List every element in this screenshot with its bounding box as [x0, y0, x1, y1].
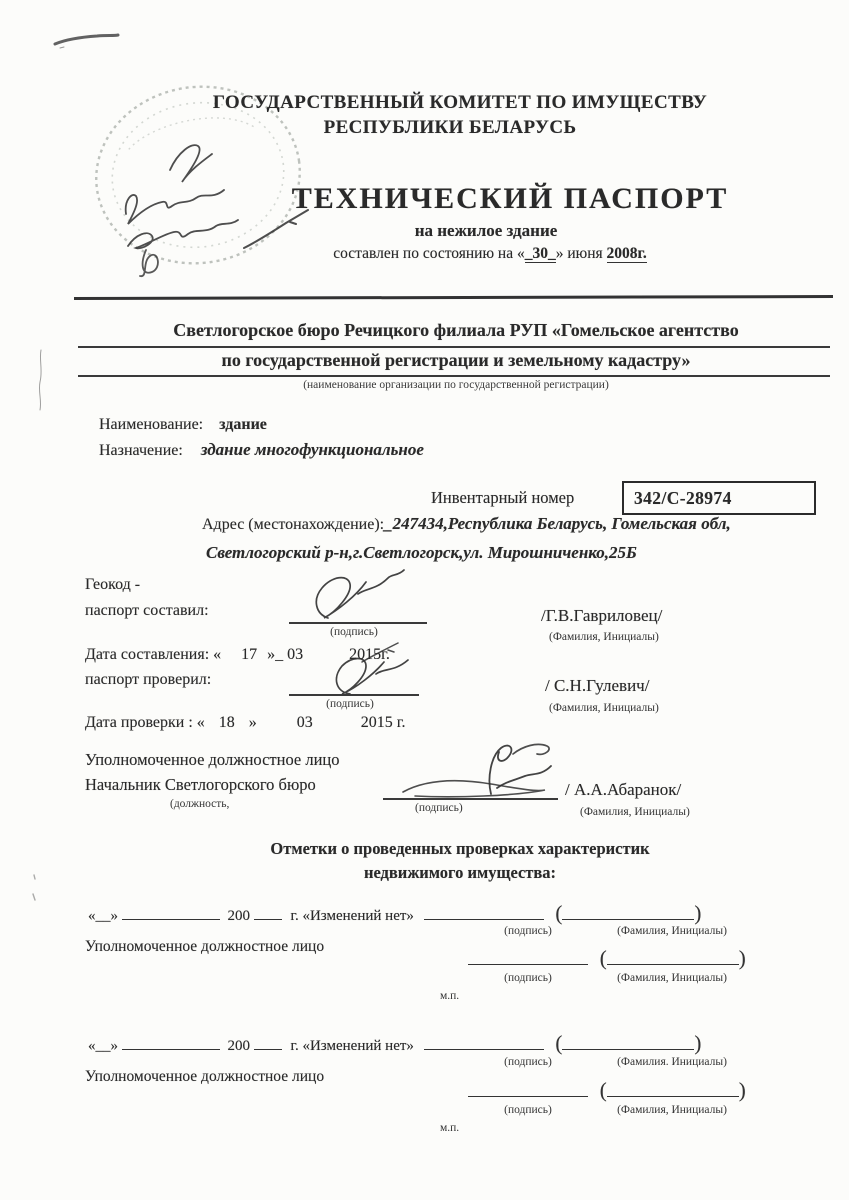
check2-sign-caption: (подпись) — [504, 1056, 552, 1068]
check-block-1-date-row — [88, 901, 701, 926]
organization-underline2 — [78, 375, 830, 377]
address-label: Адрес (местонахождение): — [202, 516, 385, 533]
check1-sign-blank — [424, 902, 544, 920]
check2-stamp-abbr: м.п. — [440, 1122, 460, 1134]
checker-name-caption: (Фамилия, Инициалы) — [549, 702, 659, 714]
compiled-year: 2008г. — [606, 245, 647, 262]
check-block-1-second-row — [468, 946, 746, 971]
check1-sign-blank2 — [468, 947, 588, 965]
checker-signature-line — [289, 694, 419, 696]
check2-close-paren: ) — [694, 1031, 702, 1055]
margin-mark — [34, 348, 50, 418]
check1-stamp-abbr: м.п. — [440, 990, 460, 1002]
purpose-row — [99, 440, 424, 460]
check1-open-quote: «__» — [88, 908, 118, 924]
checks-heading-line1: Отметки о проведенных проверках характеристик — [270, 839, 650, 858]
compiled-date-line — [130, 245, 849, 263]
document-subtitle: на нежилое здание — [414, 221, 558, 240]
organization-line1: Светлогорское бюро Речицкого филиала РУП «Гомельское агентство — [173, 320, 739, 340]
check1-sign-caption: (подпись) — [504, 925, 552, 937]
check1-close-paren: ) — [694, 901, 702, 925]
compiled-day: _30_ — [524, 245, 556, 262]
date-compiled-year: 2015г. — [349, 646, 390, 663]
official-name: / А.А.Абаранок/ — [565, 780, 682, 799]
official-signature — [395, 740, 575, 802]
check1-sign-caption2: (подпись) — [504, 972, 552, 984]
compiler-signature — [300, 568, 420, 624]
check1-name-blank — [562, 902, 694, 920]
date-checked-row — [85, 714, 406, 732]
check-block-2-date-row — [88, 1031, 701, 1056]
check2-sign-blank — [424, 1032, 544, 1050]
check2-name-blank — [562, 1032, 694, 1050]
checker-name: / С.Н.Гулевич/ — [545, 676, 650, 695]
compiled-middle: » июня — [555, 245, 603, 262]
margin-mark-2 — [28, 872, 42, 906]
date-checked-year: 2015 г. — [360, 714, 406, 731]
check2-year-prefix: 200 — [227, 1038, 250, 1054]
purpose-value: здание многофункциональное — [200, 440, 424, 459]
official-position-caption: (должность, — [170, 798, 230, 810]
address-row — [202, 514, 731, 534]
official-line2: Начальник Светлогорского бюро — [85, 775, 316, 794]
check2-open-paren: ( — [555, 1031, 563, 1055]
compiled-prefix: составлен по состоянию на « — [333, 245, 525, 262]
compiler-sign-caption: (подпись) — [330, 626, 378, 638]
document-title: ТЕХНИЧЕСКИЙ ПАСПОРТ — [291, 182, 729, 215]
checker-label: паспорт проверил: — [85, 671, 212, 688]
name-label: Наименование: — [99, 416, 204, 433]
check2-date-blank — [122, 1032, 220, 1050]
check2-name-caption: (Фамилия. Инициалы) — [617, 1056, 727, 1068]
check1-year-blank — [254, 902, 282, 920]
pen-smudge-top-left — [52, 28, 122, 52]
inventory-number-value: 342/С-28974 — [634, 487, 732, 508]
check2-official-label: Уполномоченное должностное лицо — [85, 1068, 325, 1085]
check1-close-paren2: ) — [738, 946, 746, 970]
compiler-name-caption: (Фамилия, Инициалы) — [549, 631, 659, 643]
check2-sign-caption2: (подпись) — [504, 1104, 552, 1116]
check1-open-paren: ( — [555, 901, 563, 925]
official-sign-caption: (подпись) — [415, 802, 463, 814]
check1-year-prefix: 200 — [227, 908, 250, 924]
official-line1: Уполномоченное должностное лицо — [85, 750, 340, 769]
check2-name-caption2: (Фамилия, Инициалы) — [617, 1104, 727, 1116]
date-compiled-month: 03 — [287, 646, 304, 663]
check2-open-quote: «__» — [88, 1038, 118, 1054]
address-value-line2: Светлогорский р-н,г.Светлогорск,ул. Мирошниченко,25Б — [206, 543, 637, 562]
checker-sign-caption: (подпись) — [326, 698, 374, 710]
date-compiled-day: 17 — [241, 646, 258, 663]
issuer-name-line1: ГОСУДАРСТВЕННЫЙ КОМИТЕТ ПО ИМУЩЕСТВУ — [212, 92, 708, 113]
check2-sign-blank2 — [468, 1079, 588, 1097]
geocode-label: Геокод - — [85, 576, 141, 593]
check2-close-paren2: ) — [738, 1078, 746, 1102]
checker-signature — [320, 650, 430, 698]
check2-year-blank — [254, 1032, 282, 1050]
inventory-number-box — [622, 481, 816, 515]
date-checked-day: 18 — [218, 714, 235, 731]
organization-caption: (наименование организации по государственной регистрации) — [303, 379, 609, 391]
check2-no-changes: г. «Изменений нет» — [290, 1038, 414, 1054]
date-checked-label: Дата проверки : « — [85, 714, 205, 731]
check1-open-paren2: ( — [599, 946, 607, 970]
compiler-name: /Г.В.Гавриловец/ — [541, 606, 663, 625]
compiler-signature-line — [289, 622, 427, 624]
official-name-caption: (Фамилия, Инициалы) — [580, 806, 690, 818]
address-value-line1: _247434,Республика Беларусь, Гомельская обл, — [384, 514, 731, 533]
name-row — [99, 416, 267, 434]
check1-name-caption: (Фамилия, Инициалы) — [617, 925, 727, 937]
check1-date-blank — [122, 902, 220, 920]
date-checked-month: 03 — [296, 714, 313, 731]
organization-underline1 — [78, 346, 830, 348]
check2-name-blank2 — [607, 1079, 739, 1097]
inventory-label: Инвентарный номер — [431, 488, 575, 507]
check1-name-blank2 — [607, 947, 739, 965]
organization-line2: по государственной регистрации и земельному кадастру» — [221, 350, 691, 370]
checks-heading-line2: недвижимого имущества: — [363, 863, 557, 882]
section-divider — [74, 295, 833, 299]
purpose-label: Назначение: — [99, 442, 183, 459]
name-value: здание — [219, 416, 267, 433]
check1-name-caption2: (Фамилия, Инициалы) — [617, 972, 727, 984]
check1-official-label: Уполномоченное должностное лицо — [85, 938, 325, 955]
issuer-name-line2: РЕСПУБЛИКИ БЕЛАРУСЬ — [323, 117, 577, 138]
date-checked-quote: » — [248, 714, 257, 731]
date-compiled-label: Дата составления: « — [85, 646, 222, 663]
check2-open-paren2: ( — [599, 1078, 607, 1102]
compiler-label: паспорт составил: — [85, 602, 209, 619]
date-compiled-quote: »_ — [267, 646, 284, 663]
check1-no-changes: г. «Изменений нет» — [290, 908, 414, 924]
check-block-2-second-row — [468, 1078, 746, 1103]
